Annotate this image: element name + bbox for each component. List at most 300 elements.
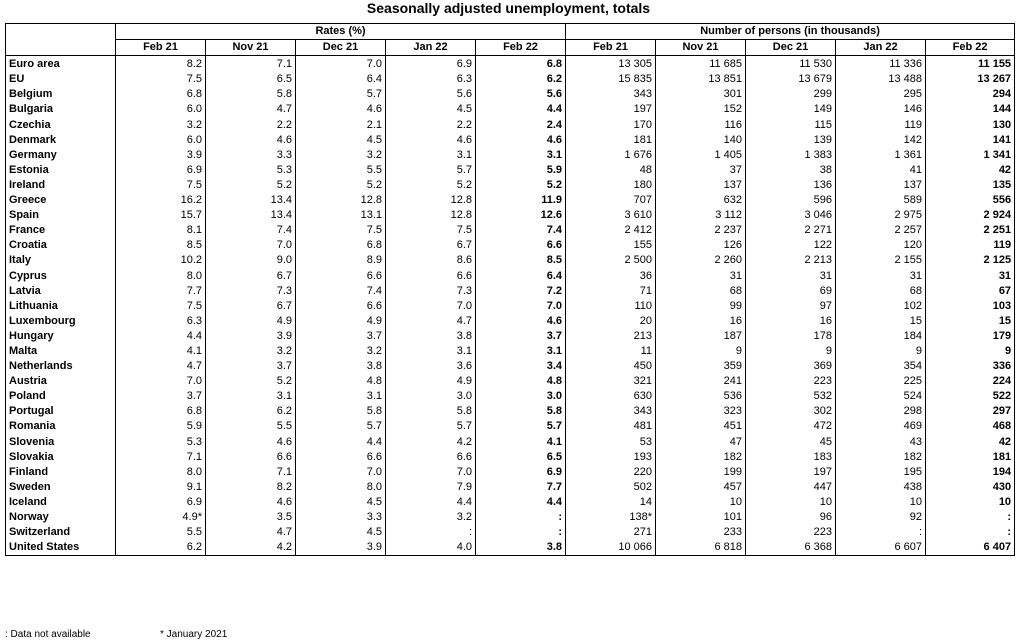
- rate-cell: 5.9: [476, 163, 566, 178]
- table-row: [6, 419, 1015, 434]
- country-cell: Ireland: [6, 178, 116, 193]
- persons-cell: 122: [746, 238, 836, 253]
- table-row: [6, 102, 1015, 117]
- rate-cell: 16.2: [116, 193, 206, 208]
- country-cell: Estonia: [6, 163, 116, 178]
- persons-cell: 294: [926, 87, 1015, 102]
- table-row: [6, 299, 1015, 314]
- persons-cell: 223: [746, 525, 836, 540]
- rate-cell: 3.9: [296, 540, 386, 556]
- rate-cell: 3.7: [116, 389, 206, 404]
- table-row: [6, 525, 1015, 540]
- persons-cell: 15: [836, 314, 926, 329]
- rate-cell: 12.8: [296, 193, 386, 208]
- rate-cell: 7.5: [116, 299, 206, 314]
- rate-cell: 6.6: [386, 269, 476, 284]
- rate-cell: 4.5: [296, 133, 386, 148]
- rate-cell: 4.7: [386, 314, 476, 329]
- rate-cell: 4.2: [206, 540, 296, 556]
- country-cell: Euro area: [6, 56, 116, 73]
- persons-cell: 136: [746, 178, 836, 193]
- persons-cell: 556: [926, 193, 1015, 208]
- persons-cell: 102: [836, 299, 926, 314]
- persons-cell: 1 341: [926, 148, 1015, 163]
- rate-cell: 3.8: [476, 540, 566, 556]
- rate-cell: 5.3: [116, 435, 206, 450]
- persons-cell: 271: [566, 525, 656, 540]
- persons-cell: 31: [656, 269, 746, 284]
- table-row: [6, 359, 1015, 374]
- persons-cell: 630: [566, 389, 656, 404]
- persons-cell: 197: [566, 102, 656, 117]
- persons-cell: 13 305: [566, 56, 656, 73]
- country-cell: Norway: [6, 510, 116, 525]
- rate-cell: 8.2: [206, 480, 296, 495]
- persons-cell: 220: [566, 465, 656, 480]
- table-row: [6, 404, 1015, 419]
- rate-cell: 7.1: [116, 450, 206, 465]
- persons-cell: 11 530: [746, 56, 836, 73]
- country-cell: Belgium: [6, 87, 116, 102]
- rate-cell: 7.5: [296, 223, 386, 238]
- persons-cell: 2 500: [566, 253, 656, 268]
- persons-cell: 41: [836, 163, 926, 178]
- rate-cell: 6.9: [116, 163, 206, 178]
- persons-cell: 336: [926, 359, 1015, 374]
- rate-cell: 6.2: [476, 72, 566, 87]
- rate-cell: 3.7: [296, 329, 386, 344]
- persons-cell: 354: [836, 359, 926, 374]
- persons-cell: 1 361: [836, 148, 926, 163]
- rate-cell: 6.8: [116, 87, 206, 102]
- table-row: [6, 223, 1015, 238]
- persons-cell: 6 818: [656, 540, 746, 556]
- rate-cell: 5.5: [116, 525, 206, 540]
- rate-cell: 5.2: [386, 178, 476, 193]
- rate-cell: 6.8: [296, 238, 386, 253]
- rate-cell: 5.9: [116, 419, 206, 434]
- rate-cell: 12.8: [386, 208, 476, 223]
- persons-cell: 20: [566, 314, 656, 329]
- footnote-january: * January 2021: [160, 629, 228, 640]
- persons-group-header: Number of persons (in thousands): [566, 24, 1015, 40]
- persons-cell: 297: [926, 404, 1015, 419]
- persons-cell: 224: [926, 374, 1015, 389]
- rate-cell: 5.8: [386, 404, 476, 419]
- rate-cell: 7.5: [386, 223, 476, 238]
- persons-cell: 233: [656, 525, 746, 540]
- rates-group-header: Rates (%): [116, 24, 566, 40]
- column-header: Jan 22: [836, 40, 926, 56]
- rate-cell: :: [386, 525, 476, 540]
- rate-cell: 3.7: [206, 359, 296, 374]
- table-row: [6, 269, 1015, 284]
- persons-cell: 138*: [566, 510, 656, 525]
- persons-cell: 369: [746, 359, 836, 374]
- persons-cell: 182: [656, 450, 746, 465]
- rate-cell: 6.6: [206, 450, 296, 465]
- rate-cell: 5.8: [206, 87, 296, 102]
- rate-cell: 2.4: [476, 118, 566, 133]
- rate-cell: 4.6: [206, 133, 296, 148]
- persons-cell: 9: [926, 344, 1015, 359]
- rate-cell: 3.1: [476, 344, 566, 359]
- persons-cell: 199: [656, 465, 746, 480]
- rate-cell: 3.0: [386, 389, 476, 404]
- rate-cell: 4.5: [296, 495, 386, 510]
- rate-cell: 3.1: [476, 148, 566, 163]
- table-row: [6, 510, 1015, 525]
- country-cell: Iceland: [6, 495, 116, 510]
- rate-cell: 15.7: [116, 208, 206, 223]
- country-cell: Czechia: [6, 118, 116, 133]
- rate-cell: 7.0: [206, 238, 296, 253]
- table-row: [6, 72, 1015, 87]
- persons-cell: 181: [926, 450, 1015, 465]
- rate-cell: 13.1: [296, 208, 386, 223]
- table-row: [6, 284, 1015, 299]
- persons-cell: 9: [746, 344, 836, 359]
- rate-cell: 6.9: [476, 465, 566, 480]
- persons-cell: 15: [926, 314, 1015, 329]
- rate-cell: 7.0: [296, 56, 386, 73]
- rate-cell: 7.9: [386, 480, 476, 495]
- column-header: Feb 22: [926, 40, 1015, 56]
- rate-cell: 7.4: [296, 284, 386, 299]
- persons-cell: 16: [746, 314, 836, 329]
- rate-cell: 7.5: [116, 178, 206, 193]
- table-row: [6, 193, 1015, 208]
- persons-cell: :: [926, 510, 1015, 525]
- persons-cell: 37: [656, 163, 746, 178]
- persons-cell: 323: [656, 404, 746, 419]
- rate-cell: 5.8: [476, 404, 566, 419]
- persons-cell: 31: [926, 269, 1015, 284]
- table-row: [6, 208, 1015, 223]
- persons-cell: 524: [836, 389, 926, 404]
- persons-cell: 182: [836, 450, 926, 465]
- persons-cell: 321: [566, 374, 656, 389]
- persons-cell: 2 257: [836, 223, 926, 238]
- persons-cell: 99: [656, 299, 746, 314]
- rate-cell: 5.8: [296, 404, 386, 419]
- rate-cell: 4.8: [476, 374, 566, 389]
- rate-cell: 3.1: [386, 344, 476, 359]
- rate-cell: 8.0: [296, 480, 386, 495]
- table-row: [6, 238, 1015, 253]
- persons-cell: 532: [746, 389, 836, 404]
- country-cell: Lithuania: [6, 299, 116, 314]
- rate-cell: 6.8: [476, 56, 566, 73]
- rate-cell: 5.6: [476, 87, 566, 102]
- table-row: [6, 56, 1015, 73]
- column-header: Nov 21: [206, 40, 296, 56]
- rate-cell: 6.2: [116, 540, 206, 556]
- rate-cell: 6.6: [296, 299, 386, 314]
- persons-cell: 522: [926, 389, 1015, 404]
- rate-cell: 4.6: [296, 102, 386, 117]
- rate-cell: 4.9: [296, 314, 386, 329]
- persons-cell: 126: [656, 238, 746, 253]
- persons-cell: 11: [566, 344, 656, 359]
- persons-cell: 48: [566, 163, 656, 178]
- country-cell: United States: [6, 540, 116, 556]
- rate-cell: 4.1: [476, 435, 566, 450]
- rate-cell: 3.2: [296, 344, 386, 359]
- table-row: [6, 148, 1015, 163]
- persons-cell: 144: [926, 102, 1015, 117]
- rate-cell: 2.1: [296, 118, 386, 133]
- rate-cell: 3.3: [206, 148, 296, 163]
- persons-cell: 170: [566, 118, 656, 133]
- persons-cell: 241: [656, 374, 746, 389]
- rate-cell: 4.4: [476, 495, 566, 510]
- country-cell: Hungary: [6, 329, 116, 344]
- rate-cell: 3.0: [476, 389, 566, 404]
- rate-cell: 4.4: [476, 102, 566, 117]
- country-cell: Latvia: [6, 284, 116, 299]
- rate-cell: 4.9: [386, 374, 476, 389]
- rate-cell: 6.6: [476, 238, 566, 253]
- persons-cell: 119: [926, 238, 1015, 253]
- persons-cell: 298: [836, 404, 926, 419]
- persons-cell: 140: [656, 133, 746, 148]
- persons-cell: 68: [836, 284, 926, 299]
- rate-cell: 3.9: [206, 329, 296, 344]
- rate-cell: 7.2: [476, 284, 566, 299]
- rate-cell: 7.0: [116, 374, 206, 389]
- persons-cell: 223: [746, 374, 836, 389]
- table-row: [6, 540, 1015, 556]
- rate-cell: 7.4: [206, 223, 296, 238]
- table-row: [6, 480, 1015, 495]
- footnote-not-available: : Data not available: [5, 629, 91, 640]
- persons-cell: 179: [926, 329, 1015, 344]
- persons-cell: 15 835: [566, 72, 656, 87]
- country-cell: Croatia: [6, 238, 116, 253]
- persons-cell: 1 383: [746, 148, 836, 163]
- rate-cell: 3.1: [296, 389, 386, 404]
- table-row: [6, 253, 1015, 268]
- rate-cell: 6.9: [386, 56, 476, 73]
- rate-cell: 6.3: [116, 314, 206, 329]
- persons-cell: 3 112: [656, 208, 746, 223]
- persons-cell: 11 155: [926, 56, 1015, 73]
- persons-cell: 596: [746, 193, 836, 208]
- table-body: [6, 56, 1015, 556]
- persons-cell: 130: [926, 118, 1015, 133]
- table-row: [6, 87, 1015, 102]
- persons-cell: 10: [836, 495, 926, 510]
- persons-cell: 1 676: [566, 148, 656, 163]
- rate-cell: 8.6: [386, 253, 476, 268]
- persons-cell: 707: [566, 193, 656, 208]
- country-cell: France: [6, 223, 116, 238]
- rate-cell: 6.2: [206, 404, 296, 419]
- persons-cell: 3 046: [746, 208, 836, 223]
- rate-cell: 6.4: [476, 269, 566, 284]
- rate-cell: 6.0: [116, 102, 206, 117]
- persons-cell: 103: [926, 299, 1015, 314]
- rate-cell: 4.7: [116, 359, 206, 374]
- country-cell: Luxembourg: [6, 314, 116, 329]
- column-header: Nov 21: [656, 40, 746, 56]
- country-header: [6, 24, 116, 56]
- persons-cell: 69: [746, 284, 836, 299]
- country-cell: Italy: [6, 253, 116, 268]
- rate-cell: 3.1: [386, 148, 476, 163]
- rate-cell: 3.2: [206, 344, 296, 359]
- table-row: [6, 314, 1015, 329]
- persons-cell: 10: [926, 495, 1015, 510]
- rate-cell: 7.0: [296, 465, 386, 480]
- rate-cell: 8.5: [116, 238, 206, 253]
- persons-cell: 110: [566, 299, 656, 314]
- persons-cell: 71: [566, 284, 656, 299]
- persons-cell: 2 213: [746, 253, 836, 268]
- persons-cell: 149: [746, 102, 836, 117]
- persons-cell: 31: [836, 269, 926, 284]
- rate-cell: 6.4: [296, 72, 386, 87]
- persons-cell: 14: [566, 495, 656, 510]
- rate-cell: 5.7: [476, 419, 566, 434]
- persons-cell: 47: [656, 435, 746, 450]
- persons-cell: 302: [746, 404, 836, 419]
- persons-cell: 1 405: [656, 148, 746, 163]
- column-header: Dec 21: [296, 40, 386, 56]
- persons-cell: 92: [836, 510, 926, 525]
- country-cell: Germany: [6, 148, 116, 163]
- rate-cell: 7.5: [116, 72, 206, 87]
- column-header: Feb 21: [116, 40, 206, 56]
- persons-cell: 9: [836, 344, 926, 359]
- table-row: [6, 118, 1015, 133]
- rate-cell: :: [476, 510, 566, 525]
- persons-cell: 146: [836, 102, 926, 117]
- persons-cell: 180: [566, 178, 656, 193]
- table-row: [6, 495, 1015, 510]
- country-cell: Bulgaria: [6, 102, 116, 117]
- table-row: [6, 374, 1015, 389]
- rate-cell: 5.5: [296, 163, 386, 178]
- rate-cell: 3.2: [296, 148, 386, 163]
- persons-cell: 589: [836, 193, 926, 208]
- persons-cell: 53: [566, 435, 656, 450]
- rate-cell: 8.1: [116, 223, 206, 238]
- country-cell: Slovenia: [6, 435, 116, 450]
- country-cell: Cyprus: [6, 269, 116, 284]
- persons-cell: 213: [566, 329, 656, 344]
- table-row: [6, 389, 1015, 404]
- rate-cell: 4.6: [386, 133, 476, 148]
- persons-cell: 10 066: [566, 540, 656, 556]
- rate-cell: 5.6: [386, 87, 476, 102]
- persons-cell: 13 267: [926, 72, 1015, 87]
- country-cell: Poland: [6, 389, 116, 404]
- rate-cell: 12.8: [386, 193, 476, 208]
- persons-cell: 193: [566, 450, 656, 465]
- rate-cell: 4.7: [206, 525, 296, 540]
- persons-cell: 430: [926, 480, 1015, 495]
- persons-cell: 115: [746, 118, 836, 133]
- rate-cell: 13.4: [206, 193, 296, 208]
- persons-cell: 155: [566, 238, 656, 253]
- persons-cell: 450: [566, 359, 656, 374]
- country-cell: Greece: [6, 193, 116, 208]
- rate-cell: 5.2: [296, 178, 386, 193]
- table-row: [6, 329, 1015, 344]
- persons-cell: 10: [656, 495, 746, 510]
- persons-cell: 632: [656, 193, 746, 208]
- persons-cell: 2 125: [926, 253, 1015, 268]
- persons-cell: 447: [746, 480, 836, 495]
- persons-cell: 119: [836, 118, 926, 133]
- rate-cell: 5.2: [476, 178, 566, 193]
- rate-cell: 4.5: [386, 102, 476, 117]
- rate-cell: 7.4: [476, 223, 566, 238]
- rate-cell: 4.6: [206, 495, 296, 510]
- country-cell: Netherlands: [6, 359, 116, 374]
- rate-cell: 6.6: [296, 450, 386, 465]
- rate-cell: 4.7: [206, 102, 296, 117]
- rate-cell: 10.2: [116, 253, 206, 268]
- persons-cell: 343: [566, 87, 656, 102]
- persons-cell: :: [836, 525, 926, 540]
- rate-cell: 7.1: [206, 56, 296, 73]
- country-cell: Slovakia: [6, 450, 116, 465]
- country-cell: EU: [6, 72, 116, 87]
- country-cell: Switzerland: [6, 525, 116, 540]
- persons-cell: 2 975: [836, 208, 926, 223]
- rate-cell: 8.0: [116, 269, 206, 284]
- rate-cell: 4.2: [386, 435, 476, 450]
- persons-cell: 438: [836, 480, 926, 495]
- persons-cell: 120: [836, 238, 926, 253]
- persons-cell: 184: [836, 329, 926, 344]
- persons-cell: 468: [926, 419, 1015, 434]
- persons-cell: 2 260: [656, 253, 746, 268]
- table-row: [6, 344, 1015, 359]
- persons-cell: 343: [566, 404, 656, 419]
- persons-cell: 97: [746, 299, 836, 314]
- rate-cell: 6.6: [386, 450, 476, 465]
- persons-cell: 225: [836, 374, 926, 389]
- rate-cell: 4.0: [386, 540, 476, 556]
- rate-cell: 6.5: [206, 72, 296, 87]
- rate-cell: 5.5: [206, 419, 296, 434]
- table-row: [6, 178, 1015, 193]
- rate-cell: 9.1: [116, 480, 206, 495]
- rate-cell: 5.7: [296, 87, 386, 102]
- rate-cell: 7.7: [116, 284, 206, 299]
- persons-cell: 6 407: [926, 540, 1015, 556]
- persons-cell: 536: [656, 389, 746, 404]
- rate-cell: 6.7: [386, 238, 476, 253]
- country-cell: Denmark: [6, 133, 116, 148]
- rate-cell: 8.0: [116, 465, 206, 480]
- persons-cell: 194: [926, 465, 1015, 480]
- persons-cell: 42: [926, 163, 1015, 178]
- persons-cell: 45: [746, 435, 836, 450]
- rate-cell: 6.5: [476, 450, 566, 465]
- persons-cell: 43: [836, 435, 926, 450]
- rate-cell: 6.8: [116, 404, 206, 419]
- country-cell: Portugal: [6, 404, 116, 419]
- rate-cell: 2.2: [386, 118, 476, 133]
- rate-cell: :: [476, 525, 566, 540]
- table-row: [6, 450, 1015, 465]
- rate-cell: 7.7: [476, 480, 566, 495]
